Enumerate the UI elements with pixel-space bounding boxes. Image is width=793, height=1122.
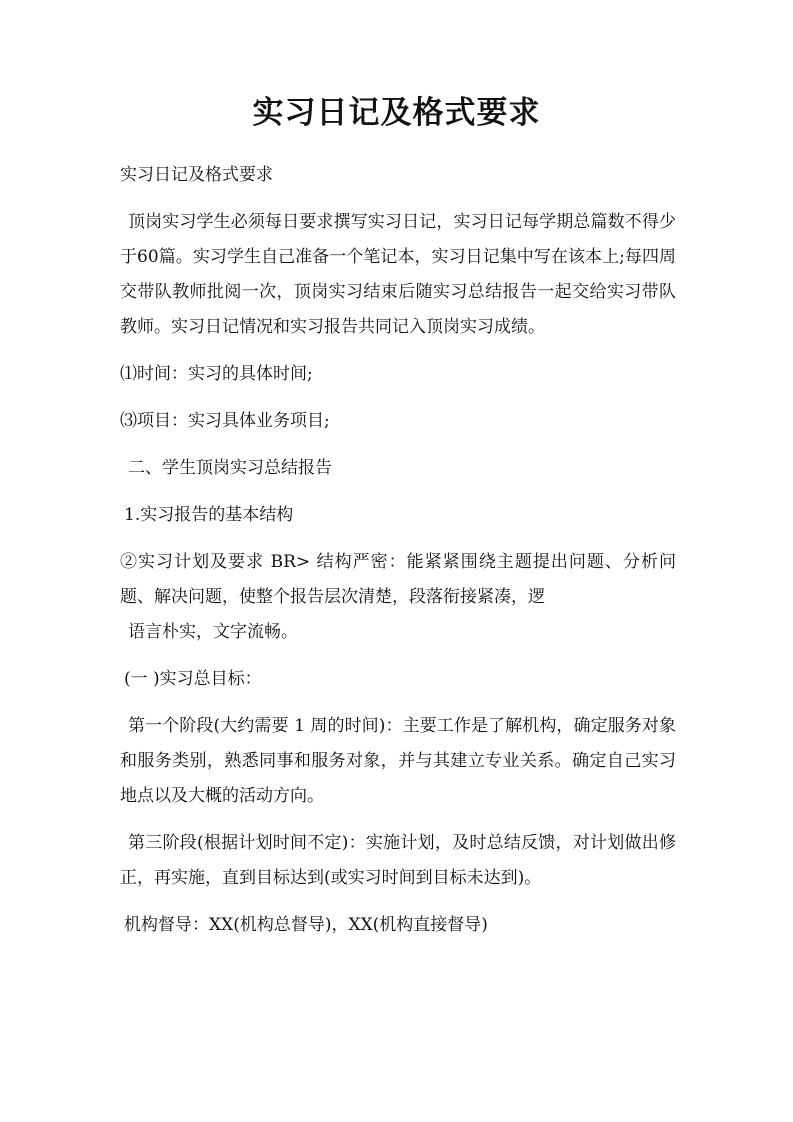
- paragraph-stage-one: 第一个阶段(大约需要 1 周的时间)：主要工作是了解机构，确定服务对象和服务类别，熟悉同事和服务对象，并与其建立专业关系。确定自己实习地点以及大概的活动方向。: [120, 716, 676, 806]
- subsection-heading-structure: 1.实习报告的基本结构: [124, 505, 294, 525]
- paragraph-plan-requirements: ②实习计划及要求 BR> 结构严密：能紧紧围绕主题提出问题、分析问题、解决问题，使整个报告层次清楚，段落衔接紧凑，逻: [120, 552, 676, 607]
- paragraph-diary-requirements: 顶岗实习学生必须每日要求撰写实习日记，实习日记每学期总篇数不得少于60篇。实习学生自己准备一个笔记本，实习日记集中写在该本上;每四周交带队教师批阅一次，顶岗实习结束后随实习总结报告一起交给实习带队教师。实习日记情况和实习报告共同记入顶岗实习成绩。: [120, 212, 676, 337]
- document-body: [120, 158, 676, 955]
- paragraph-project-item: ⑶项目：实习具体业务项目;: [120, 411, 330, 431]
- paragraph-subtitle: 实习日记及格式要求: [120, 165, 273, 185]
- document-title: 实习日记及格式要求: [252, 95, 541, 131]
- paragraph-stage-three: 第三阶段(根据计划时间不定)：实施计划，及时总结反馈，对计划做出修正，再实施，直到目标达到(或实习时间到目标未达到)。: [120, 833, 676, 888]
- section-heading-report: 二、学生顶岗实习总结报告: [128, 458, 332, 478]
- paragraph-supervisors: 机构督导：XX(机构总督导)，XX(机构直接督导): [124, 915, 488, 935]
- paragraph-overall-goal: (一 )实习总目标：: [124, 669, 262, 689]
- paragraph-time-item: ⑴时间：实习的具体时间;: [120, 364, 313, 384]
- paragraph-language: 语言朴实，文字流畅。: [128, 622, 298, 642]
